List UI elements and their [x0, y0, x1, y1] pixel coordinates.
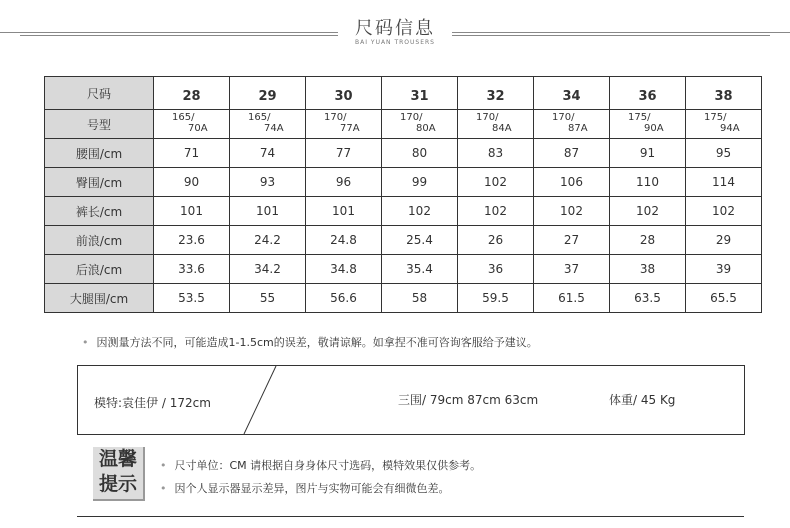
model-label: 号型 — [45, 110, 154, 139]
table-row — [45, 168, 762, 197]
table-cell: 58 — [382, 284, 458, 313]
model-cell: 170/ 80A — [382, 110, 458, 139]
size-table — [44, 76, 762, 313]
table-cell: 25.4 — [382, 226, 458, 255]
row-label: 裤长/cm — [45, 197, 154, 226]
table-cell: 23.6 — [154, 226, 230, 255]
model-measurements: 三围/ 79cm 87cm 63cm — [398, 393, 539, 407]
table-cell: 59.5 — [458, 284, 534, 313]
table-cell: 53.5 — [154, 284, 230, 313]
table-cell: 91 — [610, 139, 686, 168]
table-cell: 56.6 — [306, 284, 382, 313]
table-cell: 96 — [306, 168, 382, 197]
table-header-row — [45, 77, 762, 110]
table-cell: 99 — [382, 168, 458, 197]
measurement-note: • 因测量方法不同，可能造成1-1.5cm的误差，敬请谅解。如拿捏不准可咨询客服给予建议。 — [82, 336, 538, 349]
bullet-icon: • — [160, 459, 167, 472]
table-row — [45, 226, 762, 255]
size-cell: 29 — [230, 77, 306, 110]
table-cell: 110 — [610, 168, 686, 197]
table-cell: 36 — [458, 255, 534, 284]
table-row — [45, 139, 762, 168]
model-cell: 170/ 84A — [458, 110, 534, 139]
bullet-icon: • — [82, 336, 89, 349]
page-subtitle: BAI YUAN TROUSERS — [355, 39, 435, 46]
row-label: 前浪/cm — [45, 226, 154, 255]
page-title: 尺码信息 — [355, 18, 435, 39]
table-cell: 63.5 — [610, 284, 686, 313]
row-label: 臀围/cm — [45, 168, 154, 197]
model-weight: 体重/ 45 Kg — [609, 393, 676, 407]
table-cell: 55 — [230, 284, 306, 313]
table-cell: 101 — [306, 197, 382, 226]
size-cell: 36 — [610, 77, 686, 110]
table-cell: 35.4 — [382, 255, 458, 284]
size-cell: 34 — [534, 77, 610, 110]
table-cell: 114 — [686, 168, 762, 197]
table-cell: 33.6 — [154, 255, 230, 284]
table-cell: 93 — [230, 168, 306, 197]
table-cell: 90 — [154, 168, 230, 197]
model-cell: 175/ 90A — [610, 110, 686, 139]
table-cell: 95 — [686, 139, 762, 168]
table-cell: 71 — [154, 139, 230, 168]
model-cell: 170/ 87A — [534, 110, 610, 139]
bullet-icon: • — [160, 482, 167, 495]
table-cell: 102 — [458, 168, 534, 197]
table-cell: 83 — [458, 139, 534, 168]
size-label: 尺码 — [45, 77, 154, 110]
model-cell: 165/ 74A — [230, 110, 306, 139]
table-cell: 34.8 — [306, 255, 382, 284]
table-cell: 37 — [534, 255, 610, 284]
model-name: 模特:袁佳伊 / 172cm — [94, 396, 211, 410]
size-cell: 28 — [154, 77, 230, 110]
table-cell: 102 — [458, 197, 534, 226]
badge-line-1: 温馨 — [98, 448, 137, 470]
footer-rule — [77, 516, 744, 517]
table-cell: 24.8 — [306, 226, 382, 255]
table-cell: 80 — [382, 139, 458, 168]
warm-tip-badge — [93, 447, 145, 501]
model-cell: 165/ 70A — [154, 110, 230, 139]
table-cell: 28 — [610, 226, 686, 255]
table-model-row — [45, 110, 762, 139]
table-cell: 101 — [154, 197, 230, 226]
table-cell: 102 — [610, 197, 686, 226]
table-cell: 74 — [230, 139, 306, 168]
table-row — [45, 284, 762, 313]
size-cell: 30 — [306, 77, 382, 110]
table-cell: 29 — [686, 226, 762, 255]
table-cell: 39 — [686, 255, 762, 284]
row-label: 大腿围/cm — [45, 284, 154, 313]
table-cell: 65.5 — [686, 284, 762, 313]
model-cell: 170/ 77A — [306, 110, 382, 139]
size-cell: 38 — [686, 77, 762, 110]
table-cell: 24.2 — [230, 226, 306, 255]
table-cell: 102 — [534, 197, 610, 226]
row-label: 腰围/cm — [45, 139, 154, 168]
tip-item: • 因个人显示器显示差异，图片与实物可能会有细微色差。 — [160, 482, 450, 495]
table-cell: 61.5 — [534, 284, 610, 313]
table-cell: 34.2 — [230, 255, 306, 284]
table-row — [45, 197, 762, 226]
model-cell: 175/ 94A — [686, 110, 762, 139]
table-row — [45, 255, 762, 284]
table-cell: 26 — [458, 226, 534, 255]
table-cell: 102 — [382, 197, 458, 226]
table-cell: 77 — [306, 139, 382, 168]
model-info-box — [77, 365, 745, 435]
table-cell: 106 — [534, 168, 610, 197]
table-cell: 27 — [534, 226, 610, 255]
size-cell: 32 — [458, 77, 534, 110]
tip-item: • 尺寸单位：CM 请根据自身身体尺寸选码，模特效果仅供参考。 — [160, 459, 482, 472]
table-cell: 101 — [230, 197, 306, 226]
size-cell: 31 — [382, 77, 458, 110]
table-cell: 87 — [534, 139, 610, 168]
table-cell: 38 — [610, 255, 686, 284]
row-label: 后浪/cm — [45, 255, 154, 284]
badge-line-2: 提示 — [98, 473, 137, 495]
table-cell: 102 — [686, 197, 762, 226]
